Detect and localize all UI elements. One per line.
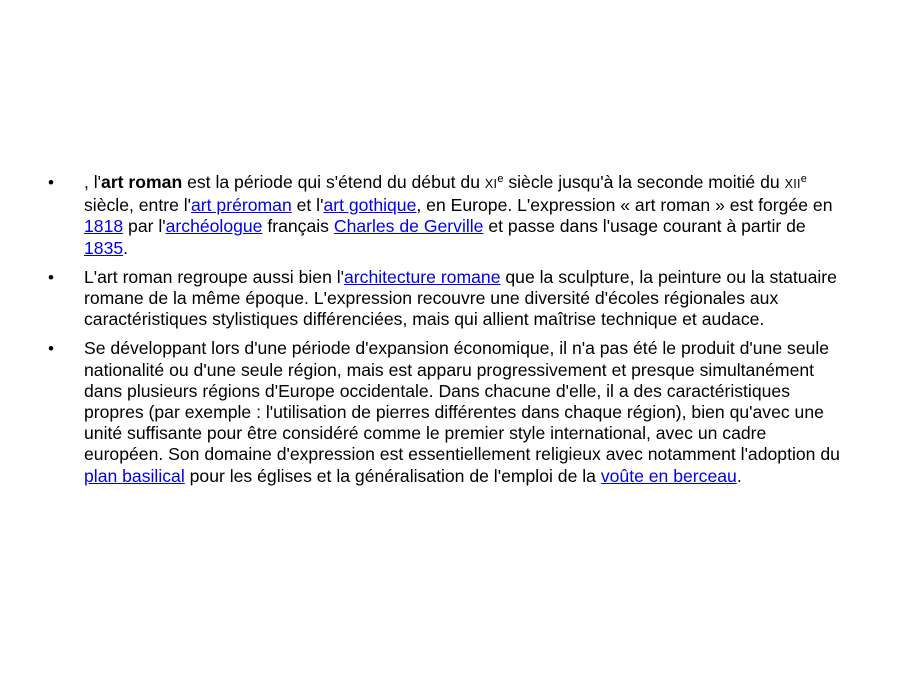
century-numeral: XI	[484, 177, 498, 191]
text: pour les églises et la généralisation de l'emploi de la	[184, 465, 601, 486]
superscript: e	[800, 173, 807, 185]
text: L'art roman regroupe aussi bien l'	[84, 266, 345, 287]
link-architecture-romane[interactable]: architecture romane	[344, 266, 501, 287]
text: .	[736, 465, 742, 486]
bold-term: art roman	[101, 172, 183, 192]
text: siècle jusqu'à la seconde moitié du	[503, 172, 785, 192]
link-charles-de-gerville[interactable]: Charles de Gerville	[333, 216, 484, 237]
text: est la période qui s'étend du début du	[182, 172, 485, 192]
link-art-gothique[interactable]: art gothique	[323, 195, 417, 216]
text: .	[123, 237, 129, 258]
bullet-icon: •	[48, 339, 54, 359]
text: Se développant lors d'une période d'expansion économique, il n'a pas été le produit d'une seule nationalité ou d'une seule région, mais est apparu progressivement et presque simultanément dans plusieurs régions d'Europe occidentale. Dans chacune d'elle, il a des caractéristiques propres (par exemple : l'utilisation de pierres différentes dans chaque région), bien qu'avec une unité suffisante pour être considéré comme le premier style international, avec un cadre européen. Son domaine d'expression est essentiellement religieux avec notamment l'adoption du	[84, 338, 840, 465]
bullet-item-1	[48, 172, 848, 259]
link-plan-basilical[interactable]: plan basilical	[84, 465, 185, 486]
superscript: e	[497, 173, 504, 185]
text: français	[262, 216, 334, 237]
bullet-icon: •	[48, 173, 54, 192]
text: et passe dans l'usage courant à partir de	[483, 216, 806, 237]
link-1835[interactable]: 1835	[84, 237, 124, 258]
text: siècle, entre l'	[84, 195, 192, 216]
bullet-list	[48, 172, 848, 495]
bullet-item-2	[48, 267, 848, 331]
link-voute-en-berceau[interactable]: voûte en berceau	[600, 465, 737, 486]
text: , en Europe. L'expression « art roman » est forgée en	[416, 195, 833, 216]
link-1818[interactable]: 1818	[84, 216, 124, 237]
text: par l'	[123, 216, 166, 237]
text: , l'	[84, 172, 102, 192]
century-numeral: XII	[784, 177, 801, 191]
bullet-icon: •	[48, 267, 54, 287]
text: que la sculpture, la peinture ou la statuaire romane de la même époque. L'expression recouvre une diversité d'écoles régionales aux caractéristiques stylistiques différenciées, mais qui allient maîtrise technique et audace.	[84, 266, 837, 330]
link-archeologue[interactable]: archéologue	[165, 216, 263, 237]
text: et l'	[291, 195, 324, 216]
bullet-item-3	[48, 338, 848, 486]
link-art-preroman[interactable]: art préroman	[191, 195, 292, 216]
